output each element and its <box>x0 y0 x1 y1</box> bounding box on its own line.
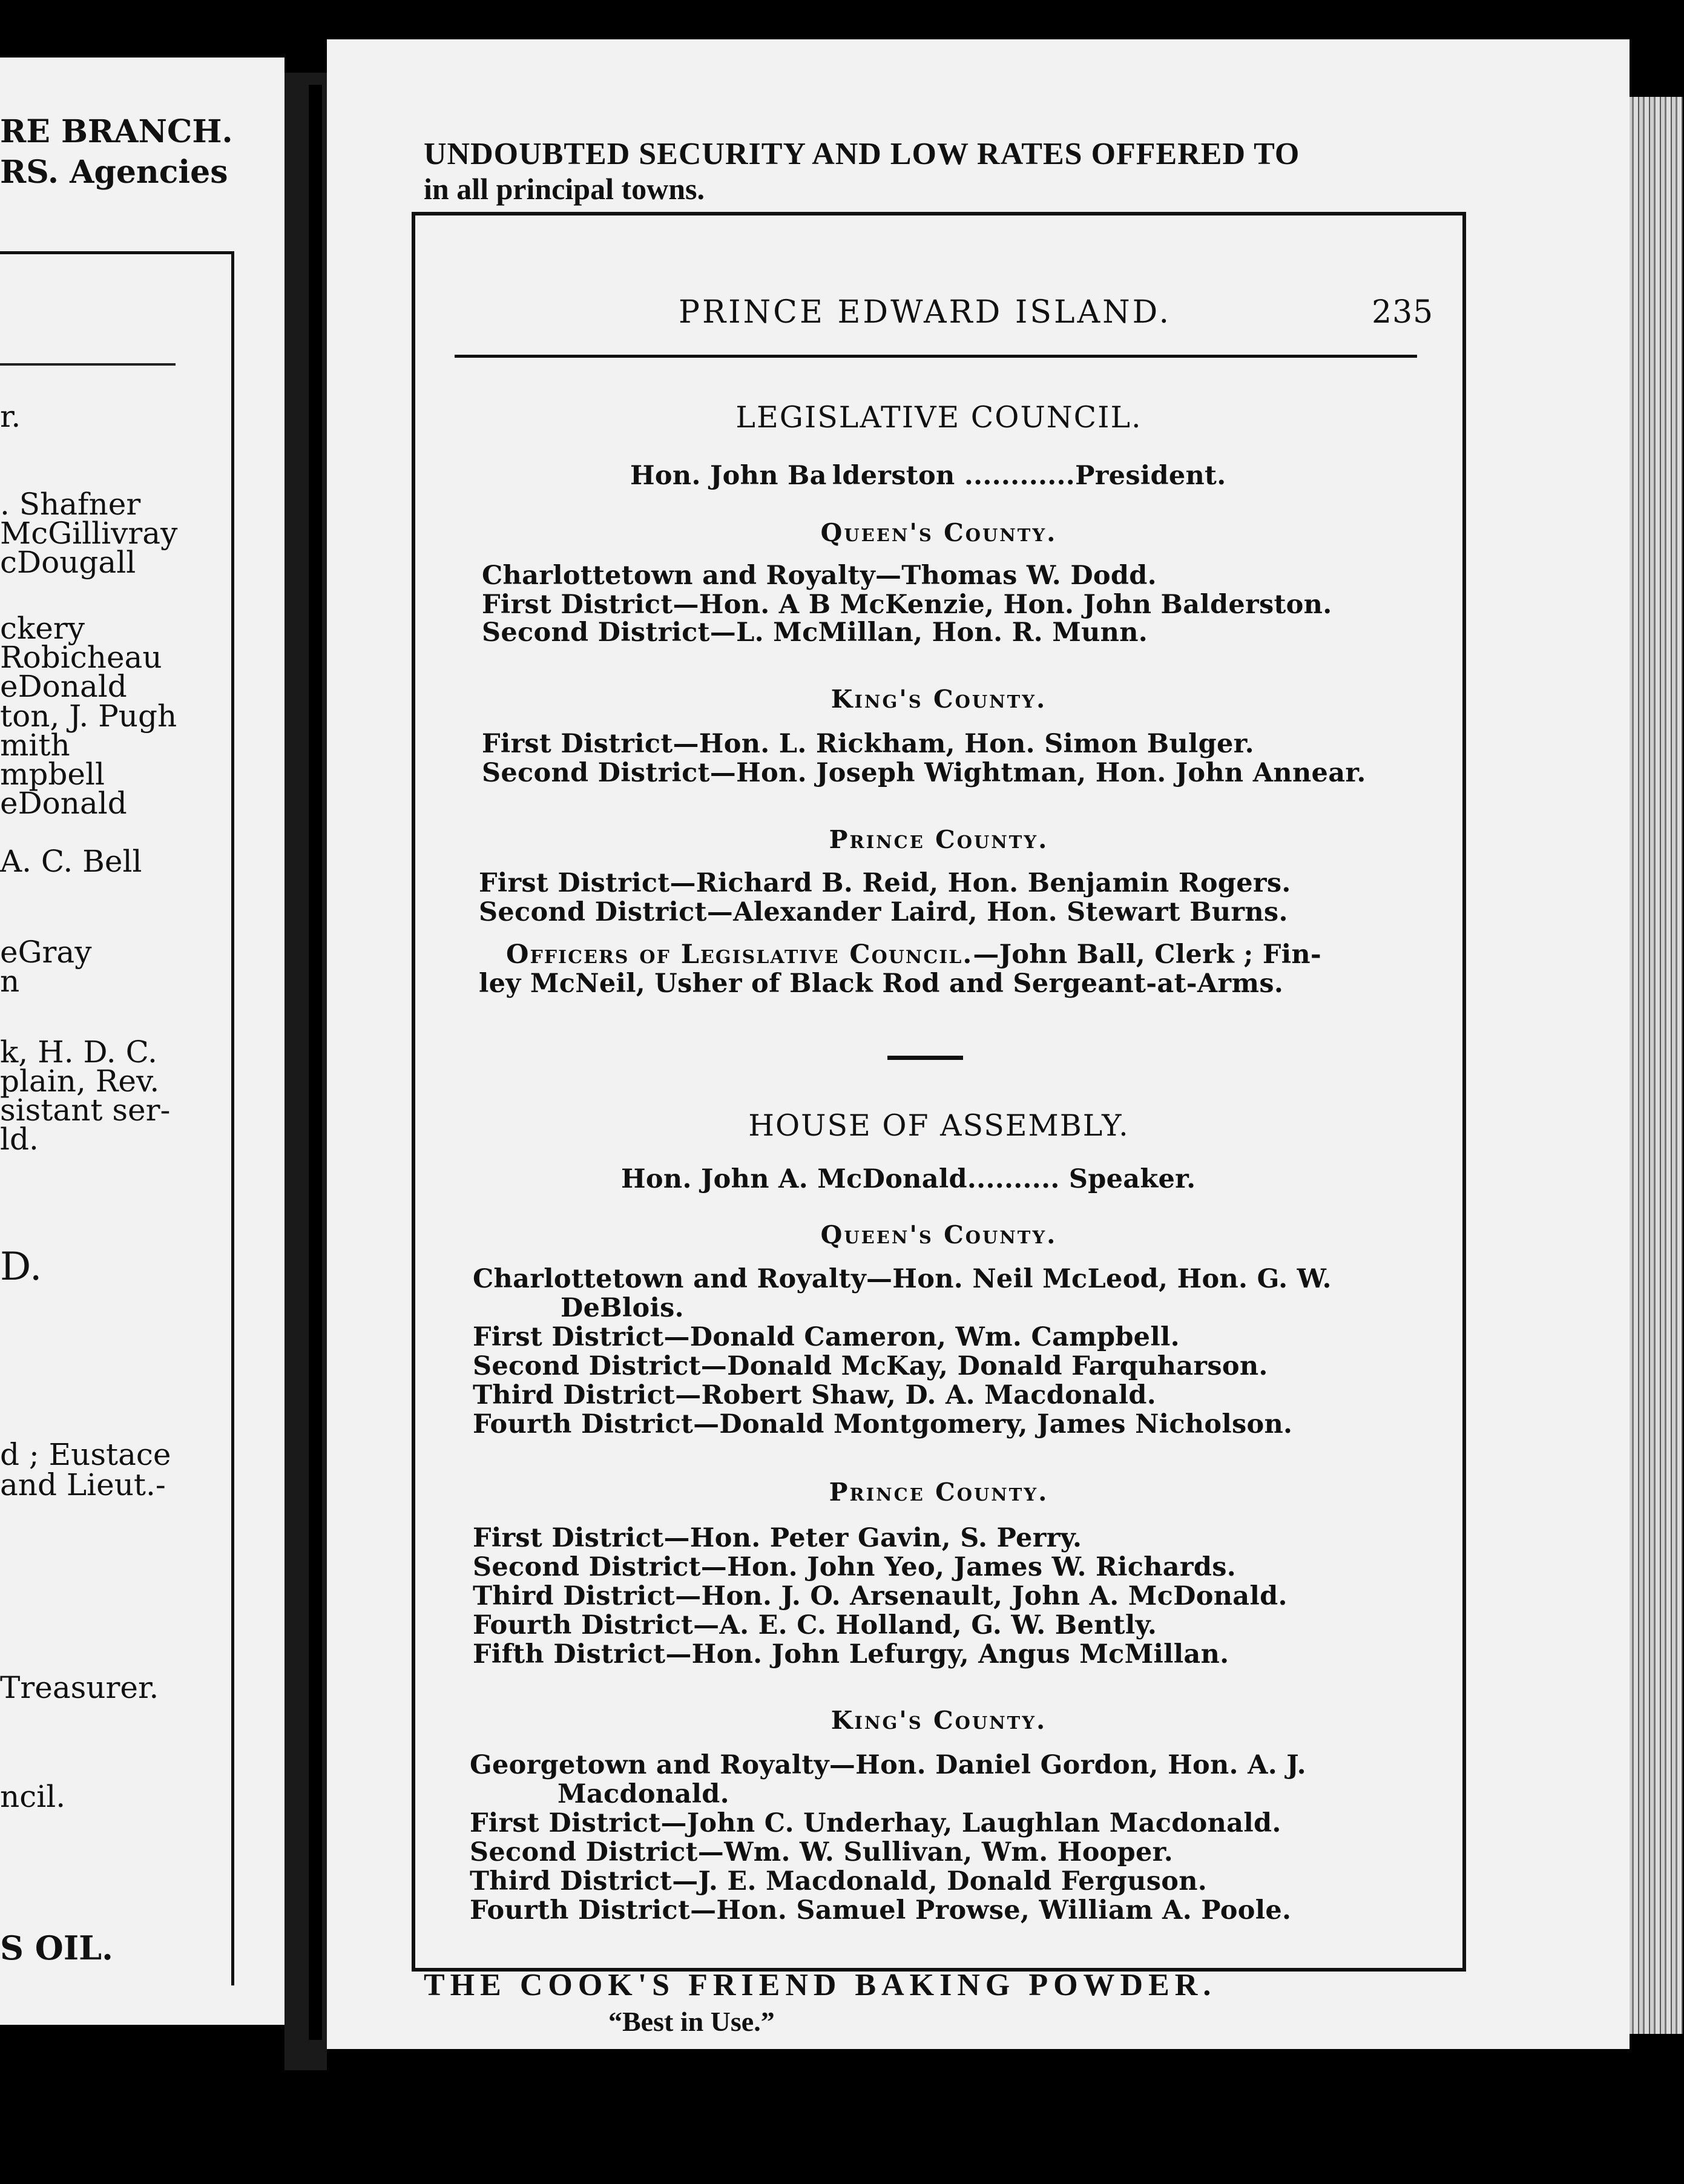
left-fragment: McGillivray <box>0 516 178 551</box>
council-queens-county-label: Queen's County. <box>820 518 1057 547</box>
assembly-kings-line: Georgetown and Royalty—Hon. Daniel Gordon, Hon. A. J. <box>470 1750 1306 1780</box>
left-fragment: Treasurer. <box>0 1670 159 1705</box>
left-fragment: cDougall <box>0 545 136 580</box>
left-fragment: ncil. <box>0 1779 66 1814</box>
left-fragment: . Shafner <box>0 487 141 522</box>
left-fragment: eDonald <box>0 669 127 704</box>
left-fragment: n <box>0 964 20 999</box>
bottom-ad-line-1: THE COOK'S FRIEND BAKING POWDER. <box>424 1968 1217 2002</box>
assembly-kings-line: Fourth District—Hon. Samuel Prowse, William A. Poole. <box>470 1895 1292 1926</box>
council-queens-line: Charlottetown and Royalty—Thomas W. Dodd. <box>482 561 1157 591</box>
left-fragment: r. <box>0 399 21 434</box>
left-fragment: and Lieut.- <box>0 1467 166 1502</box>
left-fragment: ton, J. Pugh <box>0 699 177 734</box>
assembly-queens-line: Charlottetown and Royalty—Hon. Neil McLeod, Hon. G. W. <box>473 1264 1332 1294</box>
left-fragment: A. C. Bell <box>0 844 142 879</box>
legislative-council-heading: LEGISLATIVE COUNCIL. <box>735 400 1142 435</box>
book-spine <box>309 85 322 2040</box>
assembly-prince-line: Fifth District—Hon. John Lefurgy, Angus McMillan. <box>473 1639 1229 1669</box>
assembly-prince-line: First District—Hon. Peter Gavin, S. Perry. <box>473 1523 1082 1553</box>
left-fragment: plain, Rev. <box>0 1064 160 1099</box>
assembly-prince-line: Fourth District—A. E. C. Holland, G. W. Bently. <box>473 1610 1157 1640</box>
left-top-line-2: RS. Agencies <box>0 154 228 191</box>
assembly-kings-line: Third District—J. E. Macdonald, Donald Ferguson. <box>470 1866 1208 1896</box>
officers-label: Officers of Legislative Council. <box>506 939 973 970</box>
assembly-prince-county-label: Prince County. <box>829 1478 1049 1507</box>
running-header-title: PRINCE EDWARD ISLAND. <box>679 294 1172 331</box>
council-officers-line-1 <box>506 939 1321 970</box>
assembly-kings-line: Macdonald. <box>557 1779 729 1809</box>
left-fragment: D. <box>0 1245 42 1289</box>
left-fragment: mpbell <box>0 757 105 792</box>
assembly-queens-county-label: Queen's County. <box>820 1220 1057 1249</box>
council-prince-county-label: Prince County. <box>829 825 1049 854</box>
council-queens-line: Second District—L. McMillan, Hon. R. Munn. <box>482 617 1148 648</box>
left-top-line-1: RE BRANCH. <box>0 113 233 150</box>
page-edges <box>1628 97 1683 2034</box>
assembly-prince-line: Third District—Hon. J. O. Arsenault, John A. McDonald. <box>473 1581 1288 1611</box>
left-fragment: eDonald <box>0 786 127 821</box>
left-fragment: Robicheau <box>0 640 162 675</box>
left-fragment: k, H. D. C. <box>0 1034 157 1070</box>
left-fragment: sistant ser- <box>0 1093 171 1128</box>
page-frame <box>412 212 1466 1972</box>
assembly-queens-line: Second District—Donald McKay, Donald Farquharson. <box>473 1351 1268 1381</box>
assembly-queens-line: Fourth District—Donald Montgomery, James Nicholson. <box>473 1409 1293 1439</box>
section-divider <box>887 1056 963 1060</box>
left-bottom-line: S OIL. <box>0 1929 113 1967</box>
left-fragment: mith <box>0 728 70 763</box>
council-president-line: Hon. John Ba lderston ............President. <box>630 461 1226 491</box>
council-kings-county-label: King's County. <box>830 685 1047 714</box>
left-page <box>0 58 285 2025</box>
left-fragment: d ; Eustace <box>0 1437 171 1472</box>
assembly-queens-line: Third District—Robert Shaw, D. A. Macdonald. <box>473 1380 1157 1410</box>
assembly-prince-line: Second District—Hon. John Yeo, James W. Richards. <box>473 1552 1237 1582</box>
page-number: 235 <box>1372 294 1434 331</box>
assembly-queens-line: First District—Donald Cameron, Wm. Campbell. <box>473 1322 1180 1352</box>
top-ad-line-2: in all principal towns. <box>424 172 705 206</box>
header-rule <box>455 355 1417 358</box>
assembly-kings-line: First District—John C. Underhay, Laughlan Macdonald. <box>470 1808 1281 1838</box>
council-queens-line: First District—Hon. A B McKenzie, Hon. John Balderston. <box>482 590 1332 620</box>
council-kings-line: First District—Hon. L. Rickham, Hon. Simon Bulger. <box>482 729 1254 759</box>
left-rule <box>0 363 176 366</box>
assembly-queens-line: DeBlois. <box>561 1293 684 1323</box>
assembly-speaker-line: Hon. John A. McDonald.......... Speaker. <box>621 1164 1196 1194</box>
officers-text: —John Ball, Clerk ; Fin- <box>973 939 1322 970</box>
council-prince-line: First District—Richard B. Reid, Hon. Benjamin Rogers. <box>479 868 1291 898</box>
top-ad-line-1: UNDOUBTED SECURITY AND LOW RATES OFFERED TO <box>424 137 1300 171</box>
left-fragment: ckery <box>0 611 85 646</box>
bottom-ad-line-2: “Best in Use.” <box>608 2006 775 2037</box>
left-fragment: ld. <box>0 1122 39 1157</box>
right-page <box>327 39 1630 2049</box>
council-kings-line: Second District—Hon. Joseph Wightman, Hon. John Annear. <box>482 758 1366 788</box>
council-officers-line-2: ley McNeil, Usher of Black Rod and Sergeant-at-Arms. <box>479 969 1284 999</box>
assembly-kings-line: Second District—Wm. W. Sullivan, Wm. Hooper. <box>470 1837 1173 1867</box>
assembly-kings-county-label: King's County. <box>830 1706 1047 1735</box>
council-prince-line: Second District—Alexander Laird, Hon. Stewart Burns. <box>479 897 1288 927</box>
house-of-assembly-heading: HOUSE OF ASSEMBLY. <box>748 1108 1130 1143</box>
left-fragment: eGray <box>0 935 92 970</box>
